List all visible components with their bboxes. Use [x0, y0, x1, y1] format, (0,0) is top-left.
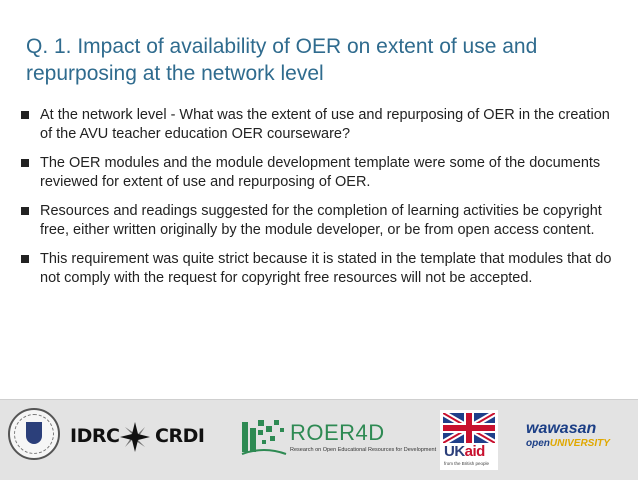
union-flag-icon — [443, 413, 495, 443]
shield-icon — [26, 422, 42, 444]
wawasan-text: wawasan — [526, 420, 597, 437]
ukaid-tagline: from the British people — [444, 461, 490, 466]
bullet-list — [20, 106, 620, 298]
roer4d-logo — [240, 414, 437, 462]
bullet-text: The OER modules and the module development template were some of the documents reviewed for extent of use and repurposing of OER. — [40, 155, 601, 190]
wawasan-open-university-logo — [522, 418, 626, 462]
idrc-text: IDRC — [70, 425, 120, 447]
bullet-item-1 — [20, 106, 620, 144]
bullet-item-3 — [20, 202, 620, 240]
book-pixel-icon — [240, 416, 288, 460]
crdi-text: CRDI — [155, 425, 205, 447]
wawasan-subtitle — [526, 438, 610, 449]
roer4d-subtitle: Research on Open Educational Resources for Development — [290, 447, 437, 453]
ukaid-uk-text: UK — [444, 443, 465, 460]
ukaid-wordmark — [444, 443, 485, 460]
logo-footer — [0, 399, 638, 480]
bullet-text: At the network level - What was the extent of use and repurposing of OER in the creation of the AVU teacher education OER courseware? — [40, 107, 610, 142]
ukaid-aid-text: aid — [464, 443, 485, 460]
square-bullet-icon — [21, 159, 29, 167]
wawasan-open-text: open — [526, 438, 550, 449]
bullet-item-2 — [20, 154, 620, 192]
square-bullet-icon — [21, 111, 29, 119]
square-bullet-icon — [21, 255, 29, 263]
bullet-text: This requirement was quite strict because it is stated in the template that modules that do not comply with the request for copyright free resources will not be accepted. — [40, 251, 612, 286]
ukaid-logo — [440, 410, 498, 470]
wawasan-university-text: UNIVERSITY — [549, 438, 610, 449]
bullet-item-4 — [20, 250, 620, 288]
idrc-star-icon — [118, 420, 152, 454]
bullet-text: Resources and readings suggested for the completion of learning activities be copyright free, either written originally by the module developer, or be from open access content. — [40, 203, 602, 238]
square-bullet-icon — [21, 207, 29, 215]
university-seal-logo — [8, 408, 60, 460]
roer4d-name: ROER4D — [290, 420, 385, 445]
slide-title: Q. 1. Impact of availability of OER on extent of use and repurposing at the network level — [26, 35, 538, 85]
